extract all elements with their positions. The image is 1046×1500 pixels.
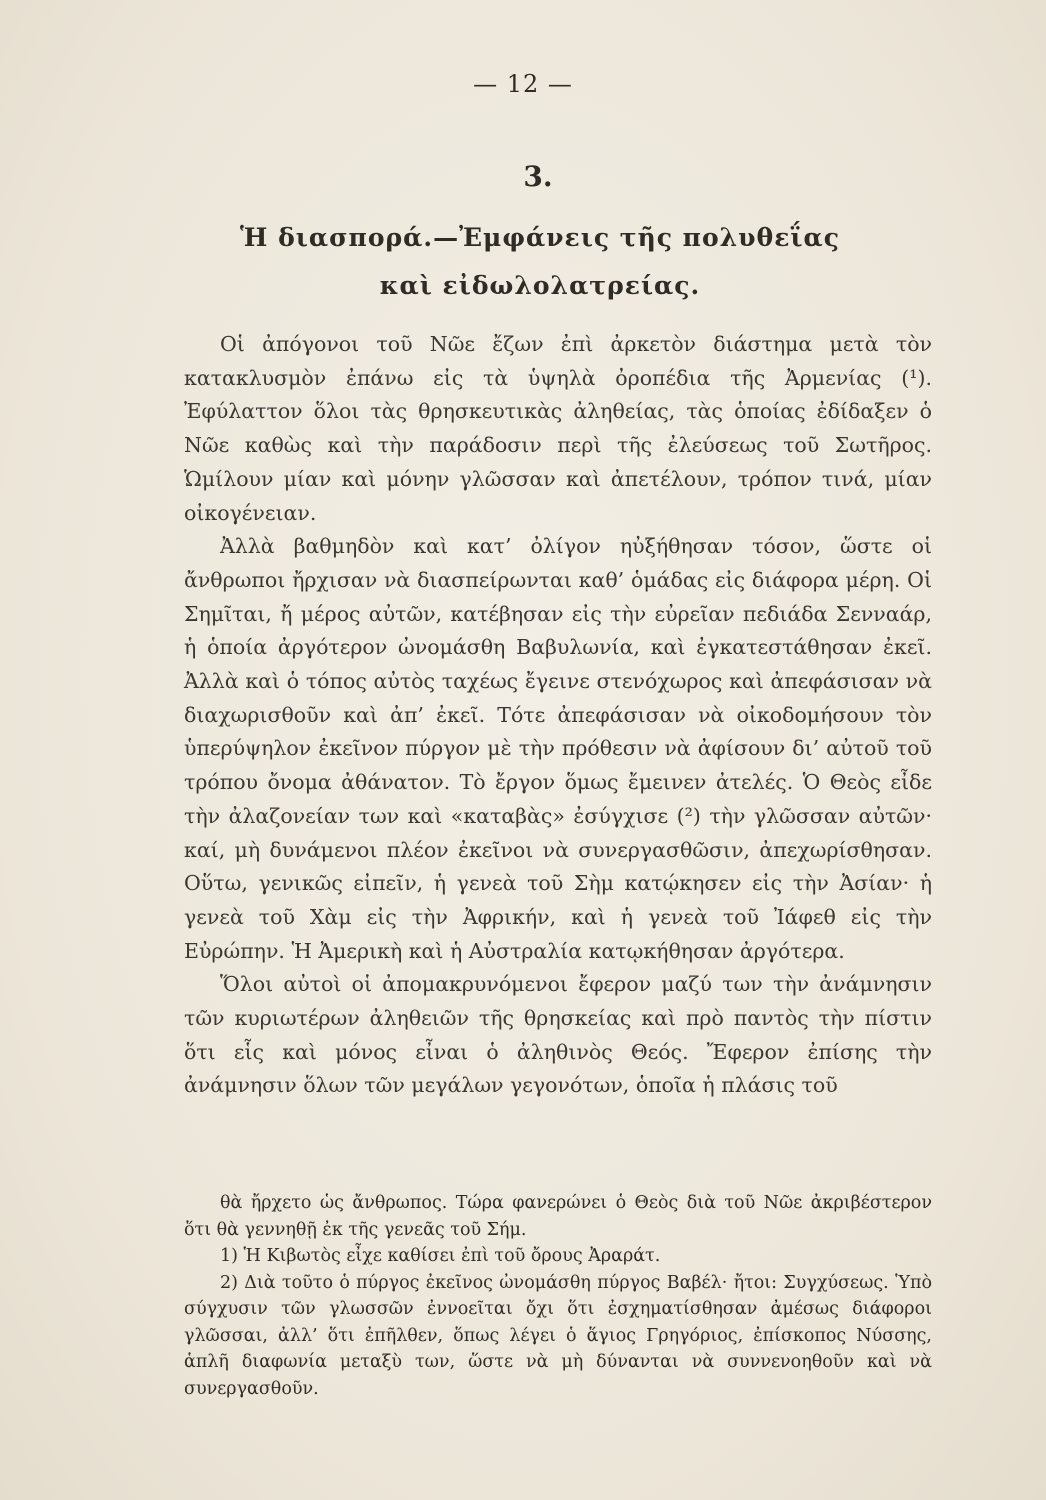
section-number: 3. xyxy=(523,160,553,193)
chapter-title-line-2: καὶ εἰδωλολατρείας. xyxy=(379,271,701,300)
paragraph-1: Οἱ ἀπόγονοι τοῦ Νῶε ἔζων ἐπὶ ἀρκετὸν διάστημα μετὰ τὸν κατακλυσμὸν ἐπάνω εἰς τὰ ὑψηλὰ ὀροπέδια τῆς Ἀρμενίας (¹). Ἐφύλαττον ὅλοι τὰς θρησκευτικὰς ἀληθείας, τὰς ὁποίας ἐδίδαξεν ὁ Νῶε καθὼς καὶ τὴν παράδοσιν περὶ τῆς ἐλεύσεως τοῦ Σωτῆρος. Ὡμίλουν μίαν καὶ μόνην γλῶσσαν καὶ ἀπετέλουν, τρόπον τινά, μίαν οἰκογένειαν. xyxy=(184,332,932,525)
footnote-continuation: θὰ ἤρχετο ὡς ἄνθρωπος. Τώρα φανερώνει ὁ Θεὸς διὰ τοῦ Νῶε ἀκριβέστερον ὅτι θὰ γεννηθῇ ἐκ τῆς γενεᾶς τοῦ Σήμ. xyxy=(184,1193,932,1240)
paragraph-3: Ὅλοι αὐτοὶ οἱ ἀπομακρυνόμενοι ἔφερον μαζύ των τὴν ἀνάμνησιν τῶν κυριωτέρων ἀληθειῶν τῆς θρησκείας καὶ πρὸ παντὸς τὴν πίστιν ὅτι εἷς καὶ μόνος εἶναι ὁ ἀληθινὸς Θεός. Ἔφερον ἐπίσης τὴν ἀνάμνησιν ὅλων τῶν μεγάλων γεγονότων, ὁποῖα ἡ πλάσις τοῦ xyxy=(184,972,932,1098)
body-text xyxy=(184,328,932,1103)
footnote-1: 1) Ἡ Κιβωτὸς εἶχε καθίσει ἐπὶ τοῦ ὄρους Ἀραράτ. xyxy=(220,1246,661,1266)
page-number: — 12 — xyxy=(473,70,573,98)
paragraph-2: Ἀλλὰ βαθμηδὸν καὶ κατ’ ὀλίγον ηὐξήθησαν τόσον, ὥστε οἱ ἄνθρωποι ἤρχισαν νὰ διασπείρωνται καθ’ ὁμάδας εἰς διάφορα μέρη. Οἱ Σημῖται, ἤ μέρος αὐτῶν, κατέβησαν εἰς τὴν εὐρεῖαν πεδιάδα Σενναάρ, ἡ ὁποία ἀργότερον ὠνομάσθη Βαβυλωνία, καὶ ἐγκατεστάθησαν ἐκεῖ. Ἀλλὰ καὶ ὁ τόπος αὐτὸς ταχέως ἔγεινε στενόχωρος καὶ ἀπεφάσισαν νὰ διαχωρισθοῦν καὶ ἀπ’ ἐκεῖ. Τότε ἀπεφάσισαν νὰ οἰκοδομήσουν τὸν ὑπερύψηλον ἐκεῖνον πύργον μὲ τὴν πρόθεσιν νὰ ἀφίσουν δι’ αὐτοῦ τοῦ τρόπου ὄνομα ἀθάνατον. Τὸ ἔργον ὅμως ἔμεινεν ἀτελές. Ὁ Θεὸς εἶδε τὴν ἀλαζονείαν των καὶ «καταβὰς» ἐσύγχισε (²) τὴν γλῶσσαν αὐτῶν· καί, μὴ δυνάμενοι πλέον ἐκεῖνοι νὰ συνεργασθῶσιν, ἀπεχωρίσθησαν. Οὕτω, γενικῶς εἰπεῖν, ἡ γενεὰ τοῦ Σὴμ κατῴκησεν εἰς τὴν Ἀσίαν· ἡ γενεὰ τοῦ Χὰμ εἰς τὴν Ἀφρικήν, καὶ ἡ γενεὰ τοῦ Ἰάφεθ εἰς τὴν Εὐρώπην. Ἡ Ἀμερικὴ καὶ ἡ Αὐστραλία κατῳκήθησαν ἀργότερα. xyxy=(184,534,932,963)
footnote-2: 2) Διὰ τοῦτο ὁ πύργος ἐκεῖνος ὠνομάσθη πύργος Βαβέλ· ἤτοι: Συγχύσεως. Ὑπὸ σύγχυσιν τῶν γλωσσῶν ἐννοεῖται ὄχι ὅτι ἐσχηματίσθησαν ἀμέσως διάφοροι γλῶσσαι, ἀλλ’ ὅτι ἐπῆλθεν, ὅπως λέγει ὁ ἅγιος Γρηγόριος, ἐπίσκοπος Νύσσης, ἁπλῆ διαφωνία μεταξὺ των, ὥστε νὰ μὴ δύνανται νὰ συννενοηθοῦν καὶ νὰ συνεργασθοῦν. xyxy=(184,1272,932,1399)
chapter-title-line-1: Ἡ διασπορά.—Ἐμφάνεις τῆς πολυθεΐας xyxy=(240,223,840,252)
footnotes xyxy=(184,1190,932,1402)
chapter-title xyxy=(150,214,930,310)
